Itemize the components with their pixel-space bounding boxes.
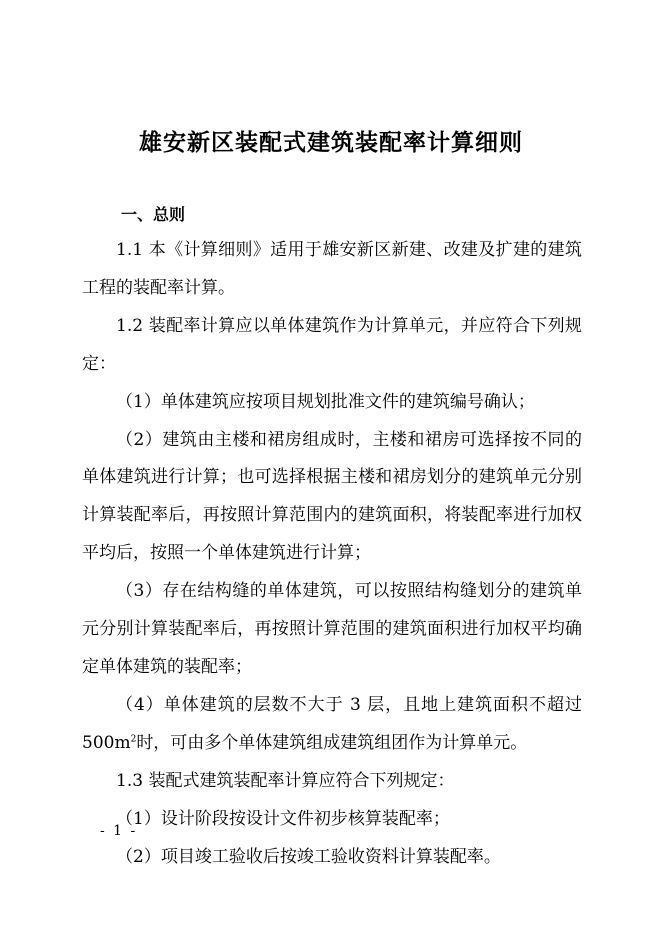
paragraph-item-4 (82, 687, 582, 763)
document-body (82, 232, 582, 876)
paragraph-item-4-text-start: （4）单体建筑的层数不大于 3 层，且地上建筑面积不超过 500m (82, 694, 582, 753)
paragraph-1-1: 1.1 本《计算细则》适用于雄安新区新建、改建及扩建的建筑工程的装配率计算。 (82, 240, 582, 298)
paragraph-item-3: （3）存在结构缝的单体建筑，可以按照结构缝划分的建筑单元分别计算装配率后，再按照计算范围的建筑面积进行加权平均确定单体建筑的装配率； (82, 581, 582, 677)
paragraph-1-3: 1.3 装配式建筑装配率计算应符合下列规定： (116, 770, 455, 791)
paragraph-1-3-item-2: （2）项目竣工验收后按竣工验收资料计算装配率。 (116, 846, 501, 867)
document-title: 雄安新区装配式建筑装配率计算细则 (139, 130, 523, 156)
section-heading-general: 一、总则 (121, 205, 186, 224)
page-number: - 1 - (100, 823, 138, 839)
paragraph-1-3-item-1: （1）设计阶段按设计文件初步核算装配率； (116, 808, 450, 829)
square-meter-exponent: 2 (130, 734, 137, 745)
paragraph-1-2: 1.2 装配率计算应以单体建筑作为计算单元，并应符合下列规定： (82, 315, 582, 374)
paragraph-item-4-text-end: 时，可由多个单体建筑组成建筑组团作为计算单元。 (136, 732, 528, 753)
paragraph-item-2: （2）建筑由主楼和裙房组成时，主楼和裙房可选择按不同的单体建筑进行计算；也可选择根据主楼和裙房划分的建筑单元分别计算装配率后，再按照计算范围内的建筑面积，将装配率进行加权平均后，按照一个单体建筑进行计算； (82, 429, 582, 564)
paragraph-item-1: （1）单体建筑应按项目规划批准文件的建筑编号确认； (116, 391, 535, 412)
